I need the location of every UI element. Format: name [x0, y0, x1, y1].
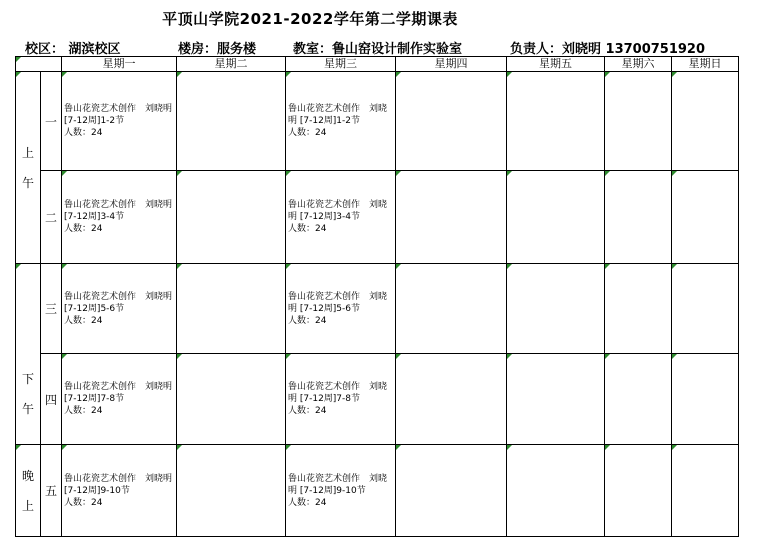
- cell-marker-icon: [62, 445, 67, 450]
- empty-cell: [177, 264, 286, 354]
- empty-cell: [672, 171, 739, 264]
- slot-label: 一: [41, 72, 62, 171]
- schedule-table: [15, 56, 739, 537]
- cell-marker-icon: [396, 445, 401, 450]
- cell-marker-icon: [177, 72, 182, 77]
- empty-cell: [507, 445, 605, 537]
- header-row: [16, 57, 739, 72]
- cell-marker-icon: [177, 445, 182, 450]
- cell-marker-icon: [177, 354, 182, 359]
- cell-marker-icon: [672, 72, 677, 77]
- cell-marker-icon: [396, 354, 401, 359]
- empty-cell: [672, 264, 739, 354]
- cell-marker-icon: [16, 445, 21, 450]
- empty-cell: [396, 264, 507, 354]
- course-cell-wed: 鲁山花瓷艺术创作 刘晓明 [7-12周]1-2节 人数：24: [286, 72, 396, 171]
- period-morning: 上 午: [16, 72, 41, 264]
- cell-marker-icon: [672, 171, 677, 176]
- day-header-wed: 星期三: [286, 57, 396, 72]
- empty-cell: [605, 445, 672, 537]
- table-row: [16, 354, 739, 445]
- table-row: [16, 445, 739, 537]
- cell-marker-icon: [62, 264, 67, 269]
- cell-marker-icon: [177, 264, 182, 269]
- cell-marker-icon: [672, 445, 677, 450]
- course-cell-mon: 鲁山花瓷艺术创作 刘晓明 [7-12周]5-6节 人数：24: [62, 264, 177, 354]
- slot-label: 四: [41, 354, 62, 445]
- corner-cell: [16, 57, 62, 72]
- cell-marker-icon: [286, 445, 291, 450]
- day-header-mon: 星期一: [62, 57, 177, 72]
- empty-cell: [672, 445, 739, 537]
- cell-marker-icon: [507, 354, 512, 359]
- day-header-sat: 星期六: [605, 57, 672, 72]
- cell-marker-icon: [62, 171, 67, 176]
- cell-marker-icon: [286, 354, 291, 359]
- course-cell-wed: 鲁山花瓷艺术创作 刘晓明 [7-12周]9-10节 人数：24: [286, 445, 396, 537]
- empty-cell: [507, 72, 605, 171]
- cell-marker-icon: [605, 445, 610, 450]
- campus-info: 校区： 湖滨校区: [25, 42, 121, 57]
- cell-marker-icon: [396, 171, 401, 176]
- cell-marker-icon: [507, 445, 512, 450]
- slot-label: 三: [41, 264, 62, 354]
- empty-cell: [177, 72, 286, 171]
- empty-cell: [507, 264, 605, 354]
- room-info: 教室：鲁山窑设计制作实验室: [293, 42, 463, 57]
- empty-cell: [177, 354, 286, 445]
- empty-cell: [396, 72, 507, 171]
- cell-marker-icon: [286, 171, 291, 176]
- course-cell-mon: 鲁山花瓷艺术创作 刘晓明 [7-12周]3-4节 人数：24: [62, 171, 177, 264]
- cell-marker-icon: [672, 354, 677, 359]
- cell-marker-icon: [507, 171, 512, 176]
- period-evening: 晚 上: [16, 445, 41, 537]
- period-afternoon: 下 午: [16, 264, 41, 445]
- day-header-sun: 星期日: [672, 57, 739, 72]
- table-row: [16, 171, 739, 264]
- empty-cell: [177, 445, 286, 537]
- cell-marker-icon: [396, 72, 401, 77]
- cell-marker-icon: [672, 264, 677, 269]
- day-header-tue: 星期二: [177, 57, 286, 72]
- empty-cell: [672, 72, 739, 171]
- cell-marker-icon: [16, 264, 21, 269]
- empty-cell: [396, 171, 507, 264]
- slot-label: 五: [41, 445, 62, 537]
- course-cell-mon: 鲁山花瓷艺术创作 刘晓明 [7-12周]7-8节 人数：24: [62, 354, 177, 445]
- empty-cell: [507, 171, 605, 264]
- table-row: [16, 72, 739, 171]
- course-cell-mon: 鲁山花瓷艺术创作 刘晓明 [7-12周]1-2节 人数：24: [62, 72, 177, 171]
- contact-info: 负责人：刘晓明 13700751920: [510, 42, 706, 57]
- cell-marker-icon: [16, 72, 21, 77]
- course-cell-wed: 鲁山花瓷艺术创作 刘晓明 [7-12周]3-4节 人数：24: [286, 171, 396, 264]
- empty-cell: [605, 354, 672, 445]
- cell-marker-icon: [605, 354, 610, 359]
- cell-marker-icon: [286, 264, 291, 269]
- course-cell-wed: 鲁山花瓷艺术创作 刘晓明 [7-12周]5-6节 人数：24: [286, 264, 396, 354]
- empty-cell: [605, 171, 672, 264]
- building-info: 楼房：服务楼: [178, 42, 257, 57]
- day-header-fri: 星期五: [507, 57, 605, 72]
- course-cell-mon: 鲁山花瓷艺术创作 刘晓明 [7-12周]9-10节 人数：24: [62, 445, 177, 537]
- cell-marker-icon: [605, 264, 610, 269]
- cell-marker-icon: [177, 171, 182, 176]
- cell-marker-icon: [286, 72, 291, 77]
- cell-marker-icon: [62, 354, 67, 359]
- cell-marker-icon: [16, 57, 21, 62]
- table-row: [16, 264, 739, 354]
- empty-cell: [396, 445, 507, 537]
- slot-label: 二: [41, 171, 62, 264]
- page-title: 平顶山学院2021-2022学年第二学期课表: [162, 10, 458, 28]
- empty-cell: [605, 72, 672, 171]
- empty-cell: [605, 264, 672, 354]
- empty-cell: [177, 171, 286, 264]
- empty-cell: [507, 354, 605, 445]
- cell-marker-icon: [605, 171, 610, 176]
- cell-marker-icon: [605, 72, 610, 77]
- day-header-thu: 星期四: [396, 57, 507, 72]
- cell-marker-icon: [507, 264, 512, 269]
- empty-cell: [672, 354, 739, 445]
- course-cell-wed: 鲁山花瓷艺术创作 刘晓明 [7-12周]7-8节 人数：24: [286, 354, 396, 445]
- cell-marker-icon: [507, 72, 512, 77]
- cell-marker-icon: [396, 264, 401, 269]
- cell-marker-icon: [62, 72, 67, 77]
- empty-cell: [396, 354, 507, 445]
